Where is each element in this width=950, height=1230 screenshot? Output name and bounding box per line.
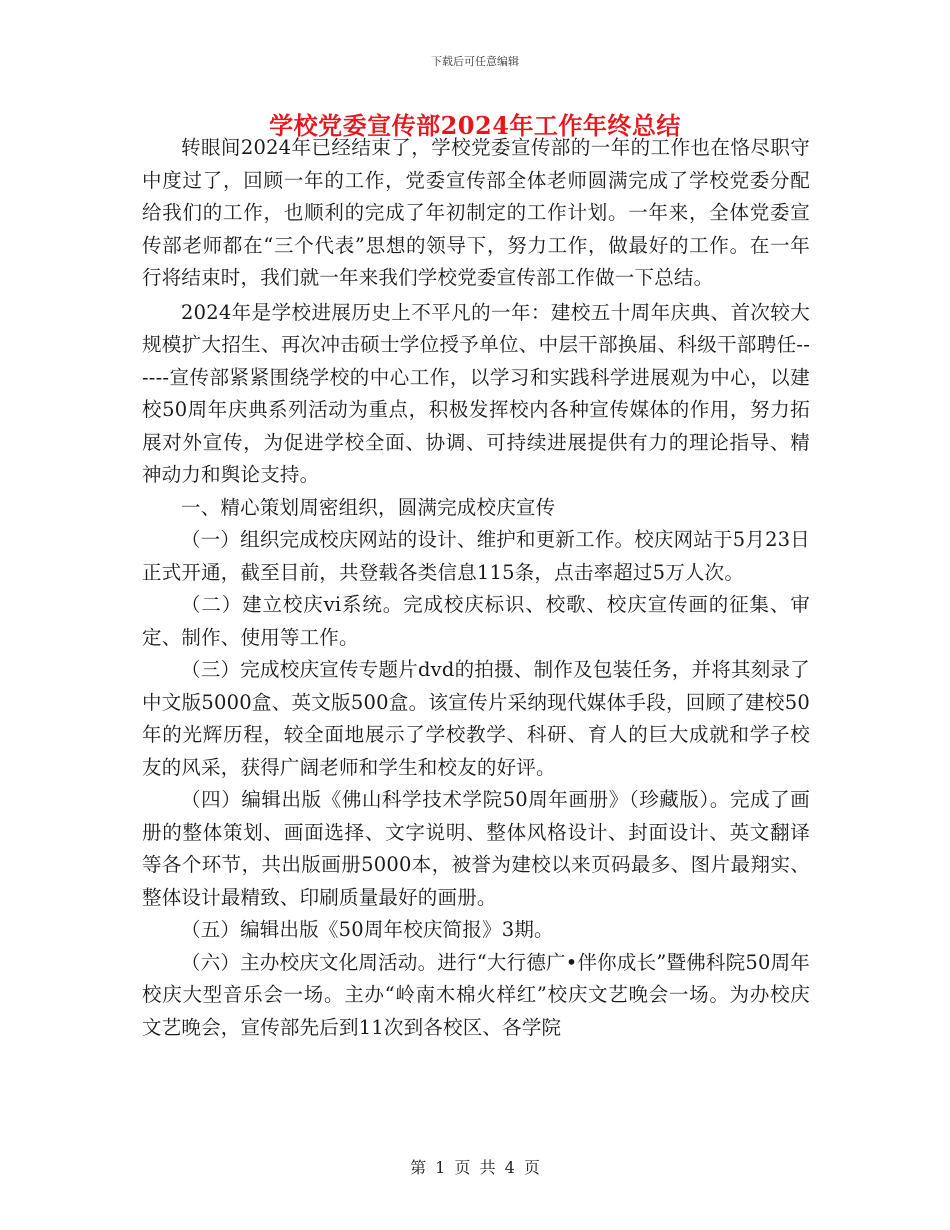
- paragraph: （一）组织完成校庆网站的设计、维护和更新工作。校庆网站于5月23日正式开通，截至目前，共登载各类信息115条，点击率超过5万人次。: [142, 528, 810, 584]
- paragraph: 2024年是学校进展历史上不平凡的一年：建校五十周年庆典、首次较大规模扩大招生、再次冲击硕士学位授予单位、中层干部换届、科级干部聘任------宣传部紧紧围绕学校的中心工作，以学习和实践科学进展观为中心，以建校50周年庆典系列活动为重点，积极发挥校内各种宣传媒体的作用，努力拓展对外宣传，为促进学校全面、协调、可持续进展提供有力的理论指导、精神动力和舆论支持。: [142, 300, 810, 486]
- paragraph: 转眼间2024年已经结束了，学校党委宣传部的一年的工作也在恪尽职守中度过了，回顾一年的工作，党委宣传部全体老师圆满完成了学校党委分配给我们的工作，也顺利的完成了年初制定的工作计划。一年来，全体党委宣传部老师都在“三个代表”思想的领导下，努力工作，做最好的工作。在一年行将结束时，我们就一年来我们学校党委宣传部工作做一下总结。: [142, 136, 810, 289]
- document-body: [142, 132, 810, 1044]
- section-heading: 一、精心策划周密组织，圆满完成校庆宣传: [181, 495, 556, 519]
- paragraph: （二）建立校庆vi系统。完成校庆标识、校歌、校庆宣传画的征集、审定、制作、使用等工作。: [142, 593, 810, 649]
- header-note: 下载后可任意编辑: [431, 55, 519, 68]
- paragraph: （三）完成校庆宣传专题片dvd的拍摄、制作及包装任务，并将其刻录了中文版5000盒、英文版500盒。该宣传片采纳现代媒体手段，回顾了建校50年的光辉历程，较全面地展示了学校教学、科研、育人的巨大成就和学子校友的风采，获得广阔老师和学生和校友的好评。: [142, 658, 810, 779]
- paragraph: （四）编辑出版《佛山科学技术学院50周年画册》（珍藏版）。完成了画册的整体策划、画面选择、文字说明、整体风格设计、封面设计、英文翻译等各个环节，共出版画册5000本，被誉为建校以来页码最多、图片最翔实、整体设计最精致、印刷质量最好的画册。: [142, 788, 810, 909]
- paragraph: （六）主办校庆文化周活动。进行“大行德广•伴你成长”暨佛科院50周年校庆大型音乐会一场。主办“岭南木棉火样红”校庆文艺晚会一场。为办校庆文艺晚会，宣传部先后到11次到各校区、各学院: [142, 950, 810, 1039]
- document-title: 学校党委宣传部2024年工作年终总结: [269, 111, 681, 140]
- page-footer: 第 1 页 共 4 页: [410, 1158, 540, 1177]
- paragraph: （五）编辑出版《50周年校庆简报》3期。: [181, 918, 554, 941]
